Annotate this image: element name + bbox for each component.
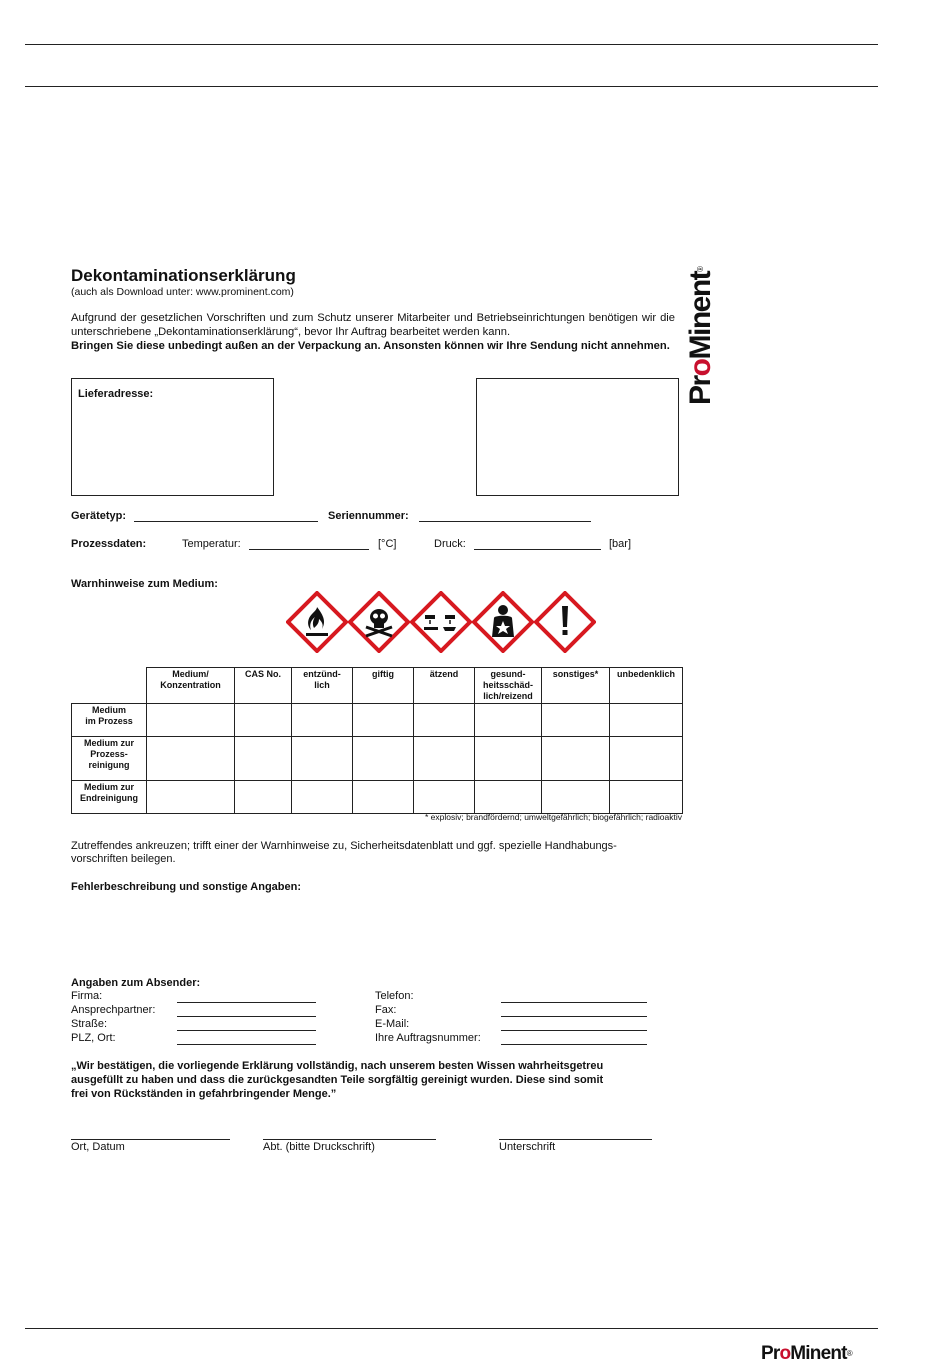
order-number-field[interactable] <box>501 1044 647 1045</box>
col-header: CAS No. <box>235 668 292 704</box>
place-date-field[interactable] <box>71 1139 230 1140</box>
sender-field-label: Telefon: <box>375 990 414 1002</box>
intro-text <box>71 311 675 353</box>
pressure-label: Druck: <box>434 538 466 550</box>
delivery-address-box[interactable] <box>71 378 274 496</box>
process-data-label: Prozessdaten: <box>71 538 147 550</box>
table-cell[interactable] <box>147 737 235 781</box>
col-header: sonstiges* <box>542 668 610 704</box>
serial-number-label: Seriennummer: <box>328 510 409 522</box>
sender-heading: Angaben zum Absender: <box>71 977 201 989</box>
email-field[interactable] <box>501 1030 647 1031</box>
sender-field-label: Ihre Auftragsnummer: <box>375 1032 481 1044</box>
intro-bold-notice: Bringen Sie diese unbedingt außen an der Verpackung an. Ansonsten können wir Ihre Sendung nicht annehmen. <box>71 340 670 352</box>
sender-field-label: Fax: <box>375 1004 397 1016</box>
device-type-field[interactable] <box>134 521 318 522</box>
table-row <box>72 737 683 781</box>
row-header: Medium zur Prozess- reinigung <box>72 737 147 781</box>
table-cell[interactable] <box>542 704 610 737</box>
table-cell[interactable] <box>475 704 542 737</box>
table-cell[interactable] <box>542 781 610 814</box>
table-cell[interactable] <box>414 737 475 781</box>
col-header: gesund- heitsschäd- lich/reizend <box>475 668 542 704</box>
row-header: Medium zur Endreinigung <box>72 781 147 814</box>
table-cell[interactable] <box>147 781 235 814</box>
col-header: giftig <box>353 668 414 704</box>
device-type-label: Gerätetyp: <box>71 510 127 522</box>
table-cell[interactable] <box>542 737 610 781</box>
pictogram-health-hazard-icon <box>472 591 534 653</box>
table-cell[interactable] <box>292 704 353 737</box>
temperature-field[interactable] <box>249 549 369 550</box>
table-cell[interactable] <box>610 781 683 814</box>
table-cell[interactable] <box>353 781 414 814</box>
table-cell[interactable] <box>147 704 235 737</box>
col-header: Medium/ Konzentration <box>147 668 235 704</box>
table-cell[interactable] <box>475 781 542 814</box>
warnings-label: Warnhinweise zum Medium: <box>71 578 218 590</box>
table-cell[interactable] <box>610 704 683 737</box>
table-cell[interactable] <box>414 781 475 814</box>
temperature-unit: [°C] <box>378 538 397 550</box>
postal-city-field[interactable] <box>177 1044 316 1045</box>
confirmation-statement: „Wir bestätigen, die vorliegende Erklärung vollständig, nach unserem besten Wissen wahrheitsgetreu ausgefüllt zu haben und dass die zurückgesandten Teile sorgfältig gereinigt wurden. Diese sind somit frei von Rückständen in gefahrbringender Menge.” <box>71 1060 604 1100</box>
place-date-label: Ort, Datum <box>71 1141 125 1153</box>
intro-paragraph: Aufgrund der gesetzlichen Vorschriften und zum Schutz unserer Mitarbeiter und Betriebseinrichtungen benötigen wir die unterschriebene „Dekontaminationserklärung“, bevor Ihr Auftrag bearbeitet werden kann. <box>71 312 675 338</box>
pictogram-flame-icon <box>286 591 348 653</box>
error-description-label: Fehlerbeschreibung und sonstige Angaben: <box>71 881 302 893</box>
table-cell[interactable] <box>235 704 292 737</box>
department-label: Abt. (bitte Druckschrift) <box>263 1141 375 1153</box>
brand-logo-footer: ProMinent® <box>761 1343 853 1364</box>
sender-field-label: Straße: <box>71 1018 108 1030</box>
stamp-box[interactable] <box>476 378 679 496</box>
temperature-label: Temperatur: <box>182 538 241 550</box>
street-field[interactable] <box>177 1030 316 1031</box>
signature-field[interactable] <box>499 1139 652 1140</box>
serial-number-field[interactable] <box>419 521 591 522</box>
pressure-unit: [bar] <box>609 538 632 550</box>
table-footnote: * explosiv; brandfördernd; umweltgefährlich; biogefährlich; radioaktiv <box>424 812 682 822</box>
sender-field-label: PLZ, Ort: <box>71 1032 116 1044</box>
table-cell[interactable] <box>292 781 353 814</box>
instructions-text: Zutreffendes ankreuzen; trifft einer der Warnhinweise zu, Sicherheitsdatenblatt und ggf. spezielle Handhabungs- vorschriften beilegen. <box>71 840 617 865</box>
table-cell[interactable] <box>235 737 292 781</box>
brand-logo-vertical: ProMinent® <box>684 265 717 405</box>
company-field[interactable] <box>177 1002 316 1003</box>
col-header: unbedenklich <box>610 668 683 704</box>
col-header: ätzend <box>414 668 475 704</box>
header-rule-top <box>25 44 878 45</box>
col-header: entzünd- lich <box>292 668 353 704</box>
pictogram-exclamation-icon <box>534 591 596 653</box>
contact-person-field[interactable] <box>177 1016 316 1017</box>
form-title: Dekontaminationserklärung <box>71 266 296 285</box>
form-subtitle: (auch als Download unter: www.prominent.com) <box>71 286 294 298</box>
table-cell[interactable] <box>235 781 292 814</box>
fax-field[interactable] <box>501 1016 647 1017</box>
table-cell[interactable] <box>353 704 414 737</box>
department-field[interactable] <box>263 1139 436 1140</box>
sender-field-label: E-Mail: <box>375 1018 410 1030</box>
table-cell[interactable] <box>475 737 542 781</box>
sender-field-label: Firma: <box>71 990 103 1002</box>
signature-label: Unterschrift <box>499 1141 556 1153</box>
pictogram-corrosion-icon <box>410 591 472 653</box>
table-row <box>72 781 683 814</box>
sender-field-label: Ansprechpartner: <box>71 1004 156 1016</box>
table-corner <box>72 668 147 704</box>
pictogram-skull-crossbones-icon <box>348 591 410 653</box>
hazard-table <box>71 667 683 814</box>
pressure-field[interactable] <box>474 549 601 550</box>
table-row <box>72 704 683 737</box>
table-cell[interactable] <box>610 737 683 781</box>
delivery-address-label: Lieferadresse: <box>78 388 154 400</box>
header-rule-bottom <box>25 86 878 87</box>
row-header: Medium im Prozess <box>72 704 147 737</box>
footer-rule <box>25 1328 878 1329</box>
table-cell[interactable] <box>353 737 414 781</box>
phone-field[interactable] <box>501 1002 647 1003</box>
table-cell[interactable] <box>292 737 353 781</box>
table-cell[interactable] <box>414 704 475 737</box>
